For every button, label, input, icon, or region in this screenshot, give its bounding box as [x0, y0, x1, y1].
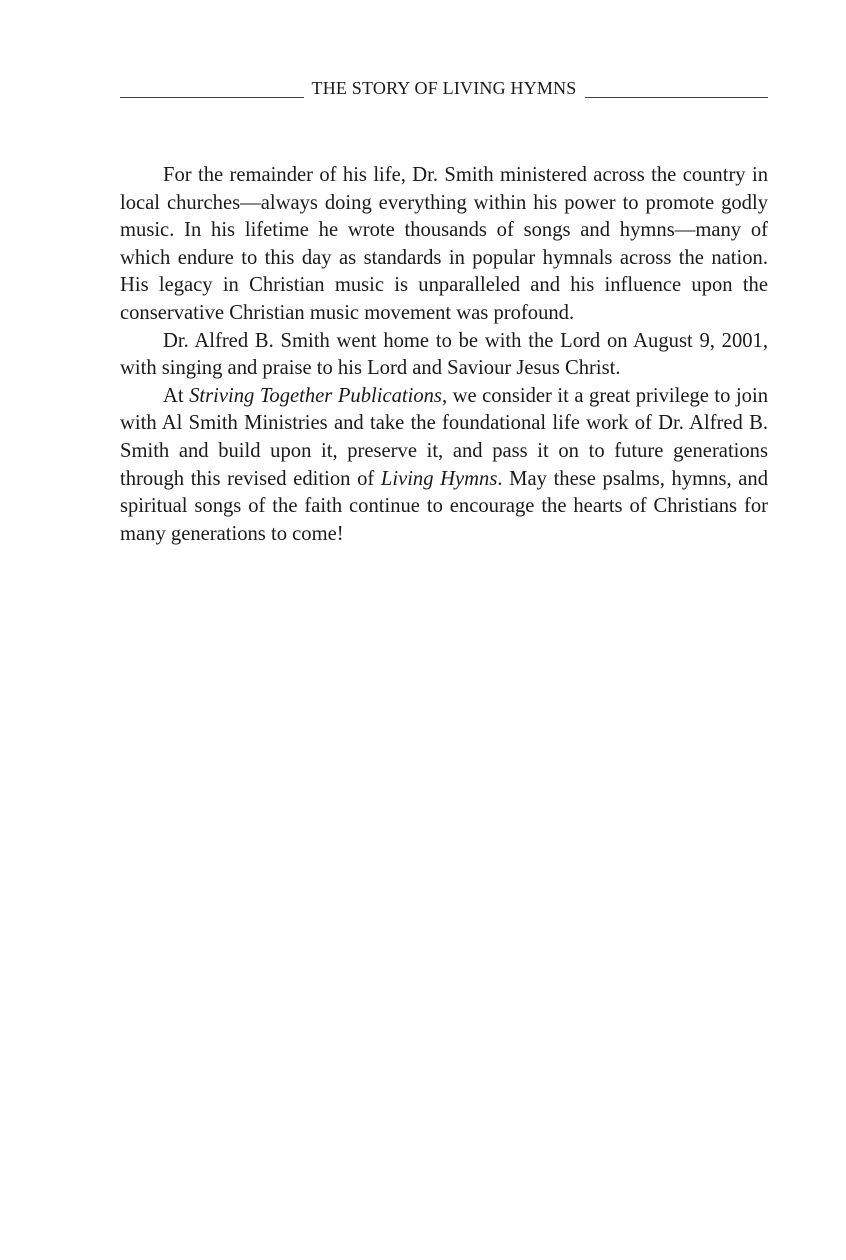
- header-title: THE STORY OF LIVING HYMNS: [311, 77, 577, 98]
- publisher-name: Striving Together Publications: [189, 384, 442, 407]
- paragraph-3-text: At: [163, 384, 190, 407]
- paragraph-2: Dr. Alfred B. Smith went home to be with the Lord on August 9, 2001, with singing and praise to his Lord and Saviour Jesus Christ.: [120, 329, 768, 380]
- header-rule-right: [585, 97, 769, 98]
- header-rule-left: [120, 97, 304, 98]
- paragraph-3-text: . May these psalms, hymns, and spiritual songs of the faith continue to encourage the hearts of Christians for many generations to come!: [120, 467, 768, 545]
- paragraph-3-text: , we consider it a great privilege to join with Al Smith Ministries and take the foundational life work of Dr. Alfred B. Smith and build upon it, preserve it, and pass it on to future generations through this revised edition of: [120, 384, 769, 490]
- paragraph-3: [120, 383, 768, 549]
- book-title: Living Hymns: [380, 467, 498, 490]
- body-text: [120, 162, 768, 548]
- paragraph-1: For the remainder of his life, Dr. Smith ministered across the country in local churches—always doing everything within his power to promote godly music. In his lifetime he wrote thousands of songs and hymns—many of which endure to this day as standards in popular hymnals across the nation. His legacy in Christian music is unparalleled and his influence upon the conservative Christian music movement was profound.: [120, 164, 768, 324]
- running-header: [120, 76, 768, 100]
